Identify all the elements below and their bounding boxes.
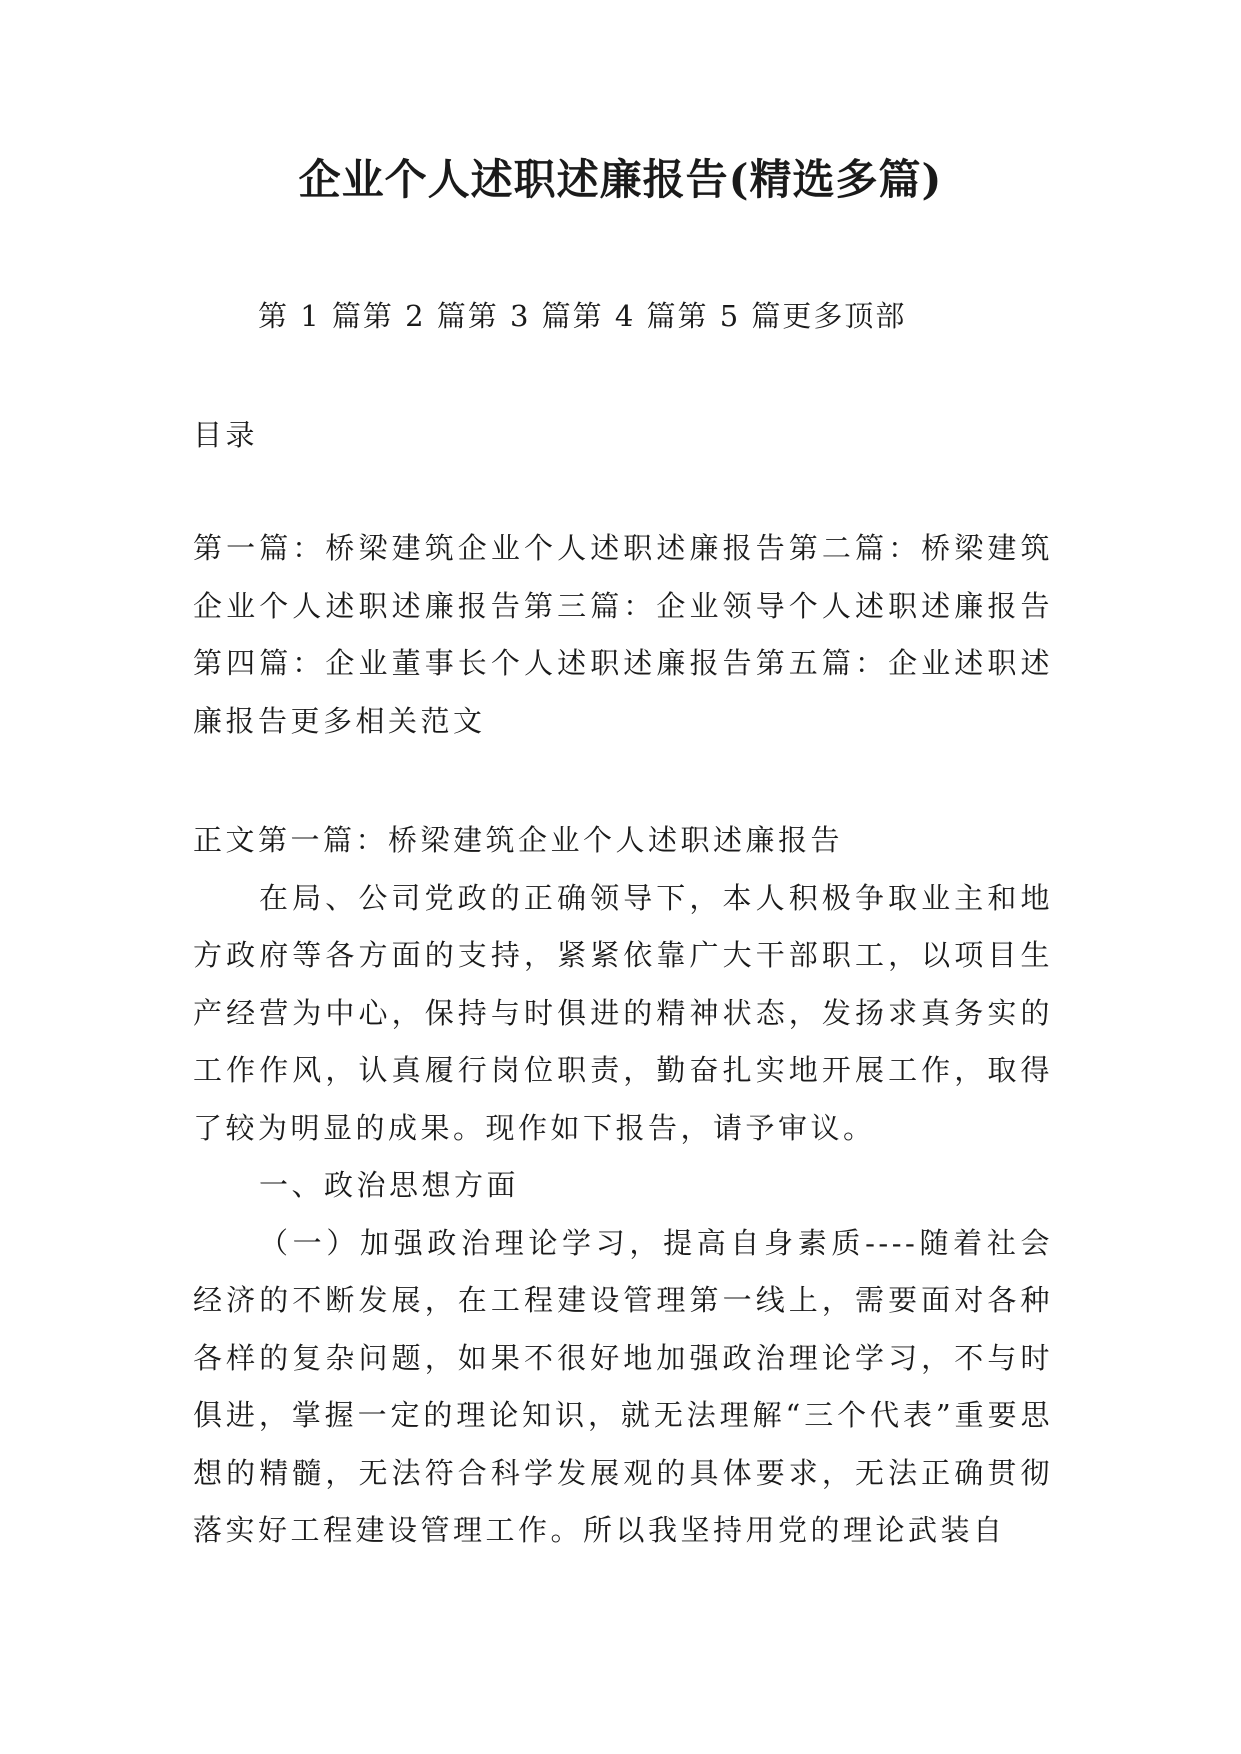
body-paragraph-1: 在局、公司党政的正确领导下，本人积极争取业主和地方政府等各方面的支持，紧紧依靠广大干部职工，以项目生产经营为中心，保持与时俱进的精神状态，发扬求真务实的工作作风，认真履行岗位职责，勤奋扎实地开展工作，取得了较为明显的成果。现作如下报告，请予审议。 <box>193 880 1053 1145</box>
chapter-nav-links[interactable]: 第 1 篇第 2 篇第 3 篇第 4 篇第 5 篇更多顶部 <box>258 299 907 333</box>
toc-heading: 目录 <box>193 418 259 452</box>
document-title: 企业个人述职述廉报告(精选多篇) <box>298 155 943 204</box>
body-section <box>193 812 1053 1560</box>
body-heading: 正文第一篇：桥梁建筑企业个人述职述廉报告 <box>193 823 844 857</box>
section-heading-politics: 一、政治思想方面 <box>259 1168 520 1202</box>
body-paragraph-2: （一）加强政治理论学习，提高自身素质----随着社会经济的不断发展，在工程建设管理第一线上，需要面对各种各样的复杂问题，如果不很好地加强政治理论学习，不与时俱进，掌握一定的理论知识，就无法理解“三个代表”重要思想的精髓，无法符合科学发展观的具体要求，无法正确贯彻落实好工程建设管理工作。所以我坚持用党的理论武装自 <box>193 1225 1053 1547</box>
toc-body: 第一篇：桥梁建筑企业个人述职述廉报告第二篇：桥梁建筑企业个人述职述廉报告第三篇：企业领导个人述职述廉报告第四篇：企业董事长个人述职述廉报告第五篇：企业述职述廉报告更多相关范文 <box>193 531 1053 738</box>
